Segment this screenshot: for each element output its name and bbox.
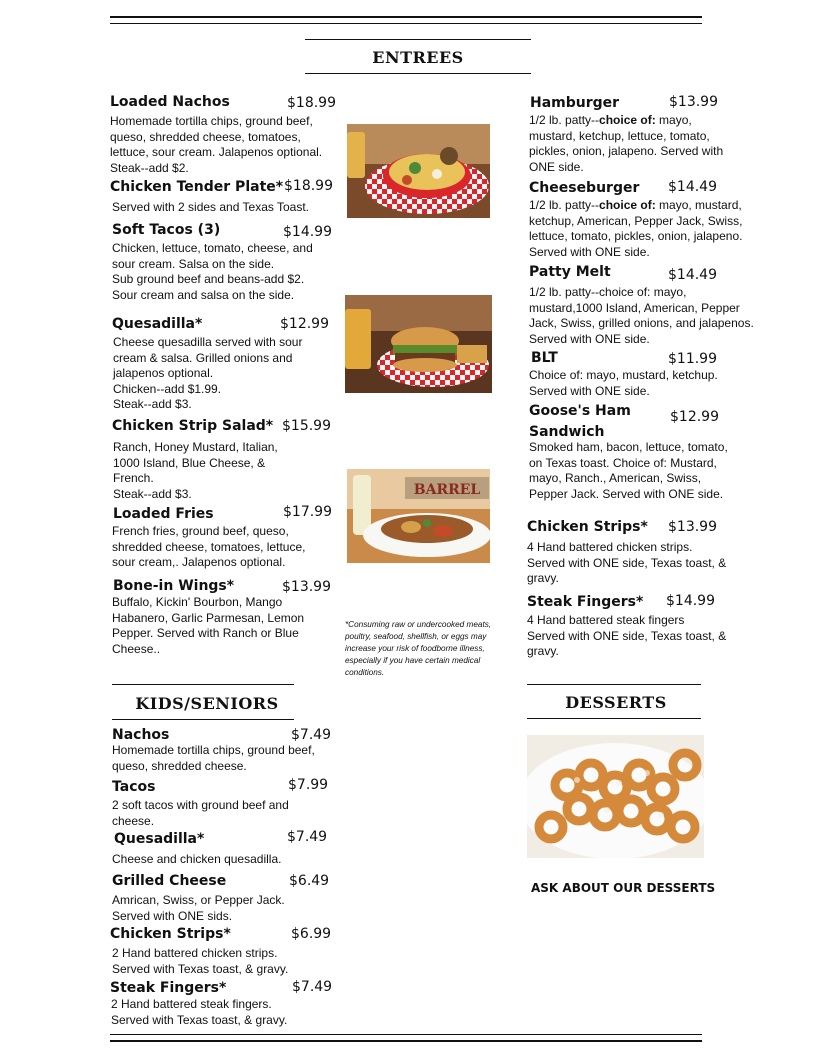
item-description: Chicken, lettuce, tomato, cheese, and sour cream. Salsa on the side. Sub ground beef and beans-add $2. Sour cream and salsa on the side.: [112, 241, 313, 302]
item-name: Bone-in Wings*: [113, 578, 235, 594]
item-description: Choice of: mayo, mustard, ketchup. Served with ONE side.: [529, 368, 718, 398]
item-description: 1/2 lb. patty--choice of: mayo, mustard, ketchup, American, Pepper Jack, Swiss, lettuce, tomato, pickles, onion, jalapeno. Served with ONE side.: [529, 198, 743, 259]
item-description: Cheese and chicken quesadilla.: [112, 852, 282, 866]
wings-illustration: [347, 469, 490, 563]
item-name: Tacos: [112, 779, 156, 795]
ask-about-desserts: ASK ABOUT OUR DESSERTS: [531, 881, 716, 895]
barrel-sign-text: BARREL: [413, 482, 481, 498]
item-name: Chicken Tender Plate*: [110, 179, 284, 195]
item-name: Goose's Ham Sandwich: [529, 403, 631, 440]
top-rule: [110, 16, 702, 18]
item-price: $14.49: [668, 179, 717, 195]
item-name: Quesadilla*: [114, 831, 205, 847]
item-description: 1/2 lb. patty--choice of: mayo, mustard, ketchup, lettuce, tomato, pickles, onion, jalapeno. Served with ONE side.: [529, 113, 724, 174]
item-name: Quesadilla*: [112, 316, 203, 332]
item-price: $12.99: [670, 409, 719, 425]
top-rule-2: [110, 23, 702, 24]
item-description: Cheese quesadilla served with sour cream & salsa. Grilled onions and jalapenos optional. Chicken--add $1.99. Steak--add $3.: [113, 335, 303, 412]
item-price: $15.99: [282, 418, 331, 434]
item-price: $17.99: [283, 504, 332, 520]
item-name: BLT: [531, 350, 558, 366]
item-description: Homemade tortilla chips, ground beef, queso, shredded cheese, tomatoes, lettuce, sour cream. Jalapenos optional. Steak--add $2.: [110, 114, 323, 175]
item-name: Steak Fingers*: [527, 594, 644, 610]
kids-heading: KIDS/SENIORS: [135, 694, 279, 713]
item-name: Loaded Fries: [113, 506, 214, 522]
item-name: Cheeseburger: [529, 180, 640, 196]
item-name: Chicken Strip Salad*: [112, 418, 274, 434]
burger-illustration: [345, 295, 492, 393]
item-name: Nachos: [112, 727, 170, 743]
entrees-heading: ENTREES: [372, 48, 464, 67]
item-description: Amrican, Swiss, or Pepper Jack. Served with ONE sids.: [112, 893, 285, 923]
item-description: Buffalo, Kickin' Bourbon, Mango Habanero, Garlic Parmesan, Lemon Pepper. Served with Ranch or Blue Cheese..: [112, 595, 305, 656]
food-safety-note: *Consuming raw or undercooked meats, poultry, seafood, shellfish, or eggs may increase your risk of foodborne illness, especially if you have certain medical conditions.: [345, 620, 492, 677]
item-name: Hamburger: [530, 95, 620, 111]
item-description: 2 Hand battered steak fingers. Served with Texas toast, & gravy.: [111, 997, 288, 1027]
item-description: 4 Hand battered chicken strips. Served with ONE side, Texas toast, & gravy.: [527, 540, 727, 586]
item-price: $14.99: [666, 593, 715, 609]
item-price: $13.99: [669, 94, 718, 110]
item-price: $18.99: [284, 178, 333, 194]
item-name: Patty Melt: [529, 264, 611, 280]
item-description: Smoked ham, bacon, lettuce, tomato, on Texas toast. Choice of: Mustard, mayo, Ranch., American, Swiss, Pepper Jack. Served with ONE side.: [529, 440, 728, 501]
kids-rule-top: [112, 684, 294, 685]
item-description: 2 Hand battered chicken strips. Served with Texas toast, & gravy.: [112, 946, 289, 976]
item-price: $7.49: [291, 727, 332, 743]
item-name: Chicken Strips*: [110, 926, 231, 942]
item-price: $11.99: [668, 351, 717, 367]
item-description: 2 soft tacos with ground beef and cheese.: [112, 798, 289, 828]
funnel-cake-illustration: [527, 735, 704, 858]
desserts-heading: DESSERTS: [565, 693, 667, 712]
desserts-rule-top: [527, 684, 701, 685]
burger-photo: [345, 295, 492, 393]
item-description: 1/2 lb. patty--choice of: mayo, mustard,1000 Island, American, Pepper Jack, Swiss, grilled onions, and jalapenos. Served with ONE side.: [529, 285, 754, 346]
funnel-cake-photo: [527, 735, 704, 858]
item-price: $12.99: [280, 316, 329, 332]
item-price: $18.99: [287, 95, 336, 111]
bottom-rule-2: [110, 1040, 702, 1042]
item-name: Steak Fingers*: [110, 980, 227, 996]
item-name: Chicken Strips*: [527, 519, 648, 535]
item-description: French fries, ground beef, queso, shredded cheese, tomatoes, lettuce, sour cream,. Jalapenos optional.: [112, 524, 306, 570]
item-description: Served with 2 sides and Texas Toast.: [112, 200, 310, 214]
item-description: Homemade tortilla chips, ground beef, queso, shredded cheese.: [112, 743, 315, 773]
item-price: $7.49: [287, 829, 328, 845]
item-name: Loaded Nachos: [110, 94, 230, 110]
bottom-rule: [110, 1034, 702, 1035]
item-price: $7.99: [288, 777, 329, 793]
item-price: $13.99: [282, 579, 331, 595]
item-price: $14.49: [668, 267, 717, 283]
entrees-rule-bottom: [305, 73, 531, 74]
wings-photo: [347, 469, 490, 563]
entrees-rule-top: [305, 39, 531, 40]
desserts-rule-bottom: [527, 718, 701, 719]
item-description: 4 Hand battered steak fingers Served with ONE side, Texas toast, & gravy.: [527, 613, 727, 659]
item-price: $6.99: [291, 926, 332, 942]
item-name: Grilled Cheese: [112, 873, 227, 889]
item-price: $7.49: [292, 979, 333, 995]
item-price: $6.49: [289, 873, 330, 889]
item-price: $14.99: [283, 224, 332, 240]
nachos-photo: [347, 124, 490, 218]
kids-rule-bottom: [112, 719, 294, 720]
item-name: Soft Tacos (3): [112, 222, 221, 238]
item-description: Ranch, Honey Mustard, Italian, 1000 Island, Blue Cheese, & French. Steak--add $3.: [113, 440, 278, 501]
item-price: $13.99: [668, 519, 717, 535]
nachos-illustration: [347, 124, 490, 218]
